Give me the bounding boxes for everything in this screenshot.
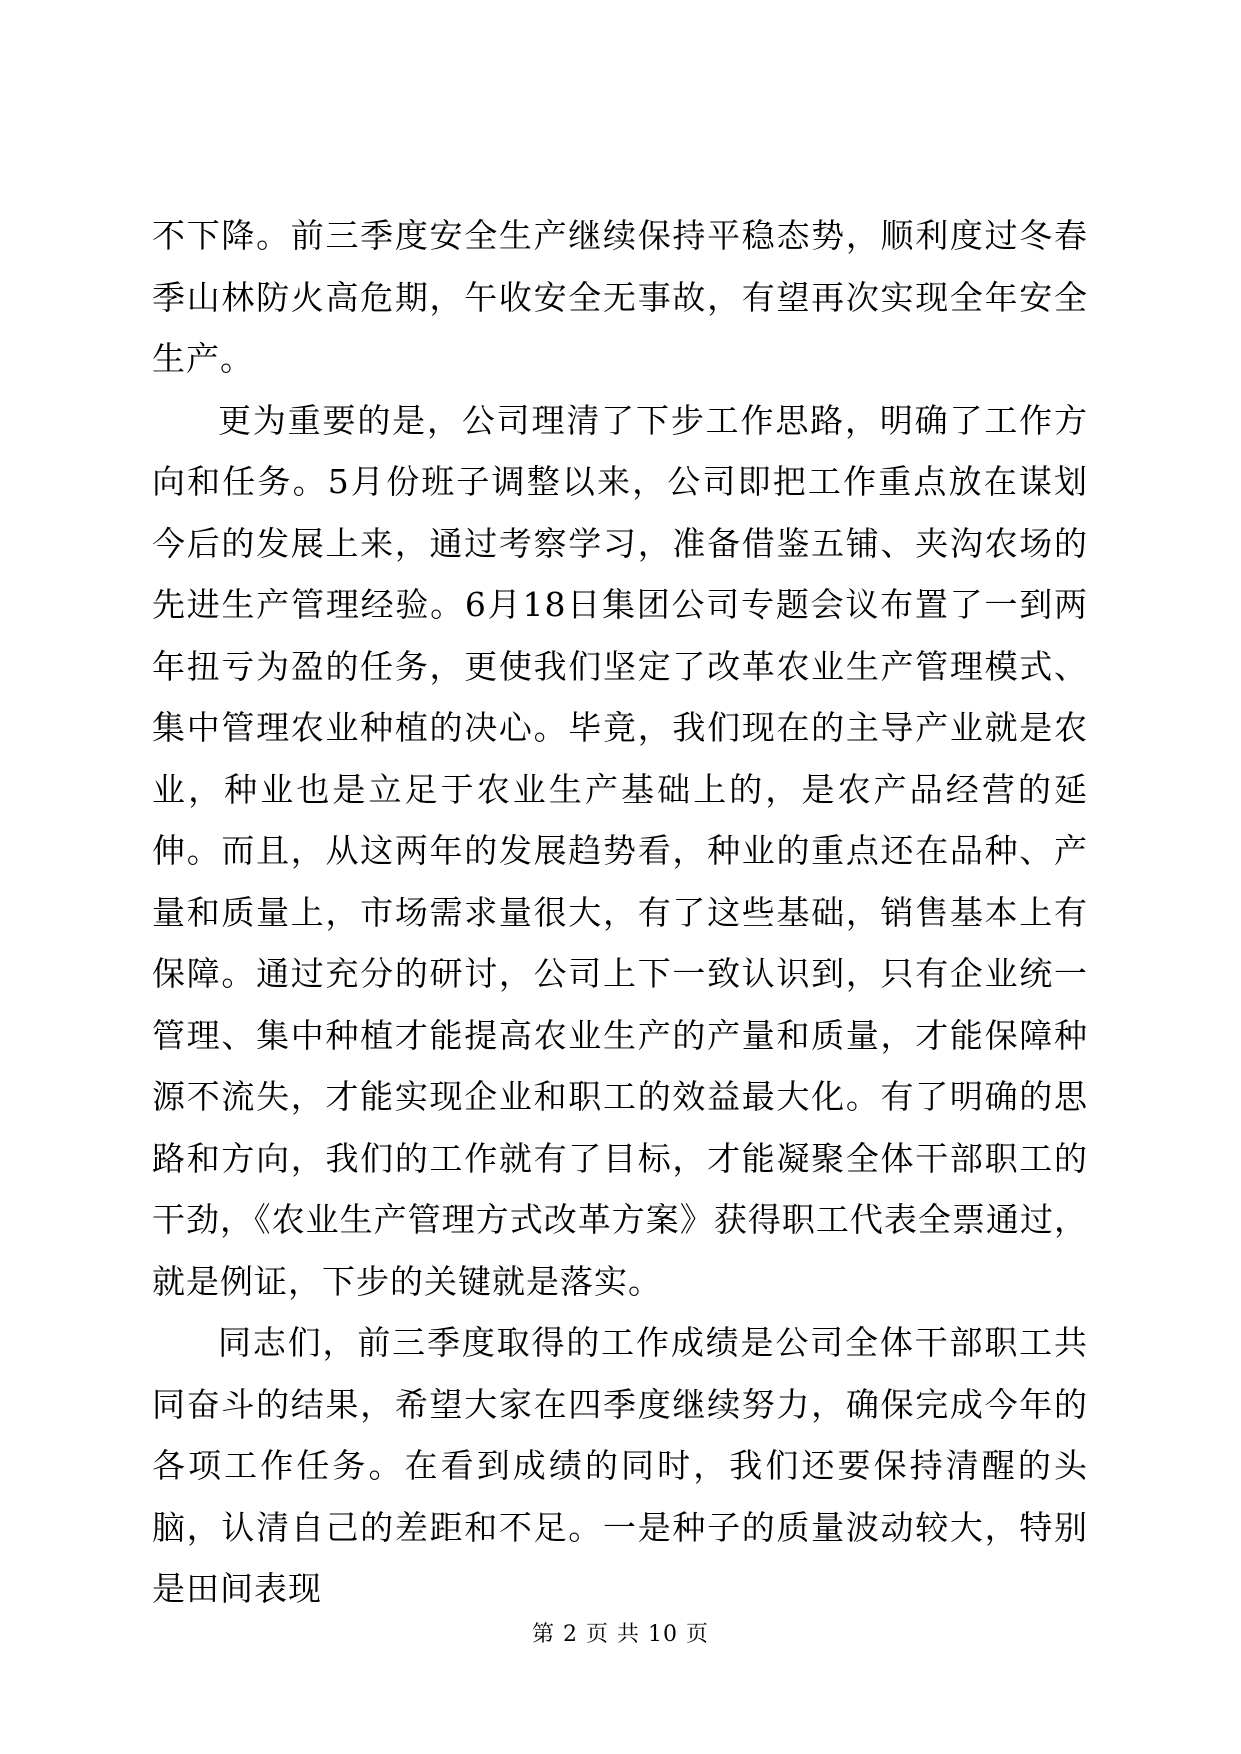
- paragraph-continuation: 不下降。前三季度安全生产继续保持平稳态势，顺利度过冬春季山林防火高危期，午收安全无事故，有望再次实现全年安全生产。: [152, 216, 1088, 378]
- paragraph-comrades: 同志们，前三季度取得的工作成绩是公司全体干部职工共同奋斗的结果，希望大家在四季度继续努力，确保完成今年的各项工作任务。在看到成绩的同时，我们还要保持清醒的头脑，认清自己的差距和不足。一是种子的质量波动较大，特别是田间表现: [152, 1323, 1088, 1608]
- paragraph-work-direction: 更为重要的是，公司理清了下步工作思路，明确了工作方向和任务。5月份班子调整以来，公司即把工作重点放在谋划今后的发展上来，通过考察学习，准备借鉴五铺、夹沟农场的先进生产管理经验。6月18日集团公司专题会议布置了一到两年扭亏为盈的任务，更使我们坚定了改革农业生产管理模式、集中管理农业种植的决心。毕竟，我们现在的主导产业就是农业，种业也是立足于农业生产基础上的，是农产品经营的延伸。而且，从这两年的发展趋势看，种业的重点还在品种、产量和质量上，市场需求量很大，有了这些基础，销售基本上有保障。通过充分的研讨，公司上下一致认识到，只有企业统一管理、集中种植才能提高农业生产的产量和质量，才能保障种源不流失，才能实现企业和职工的效益最大化。有了明确的思路和方向，我们的工作就有了目标，才能凝聚全体干部职工的干劲，《农业生产管理方式改革方案》获得职工代表全票通过，就是例证，下步的关键就是落实。: [152, 400, 1088, 1301]
- page-number-footer: 第 2 页 共 10 页: [532, 1622, 709, 1647]
- document-body: [152, 205, 1088, 1620]
